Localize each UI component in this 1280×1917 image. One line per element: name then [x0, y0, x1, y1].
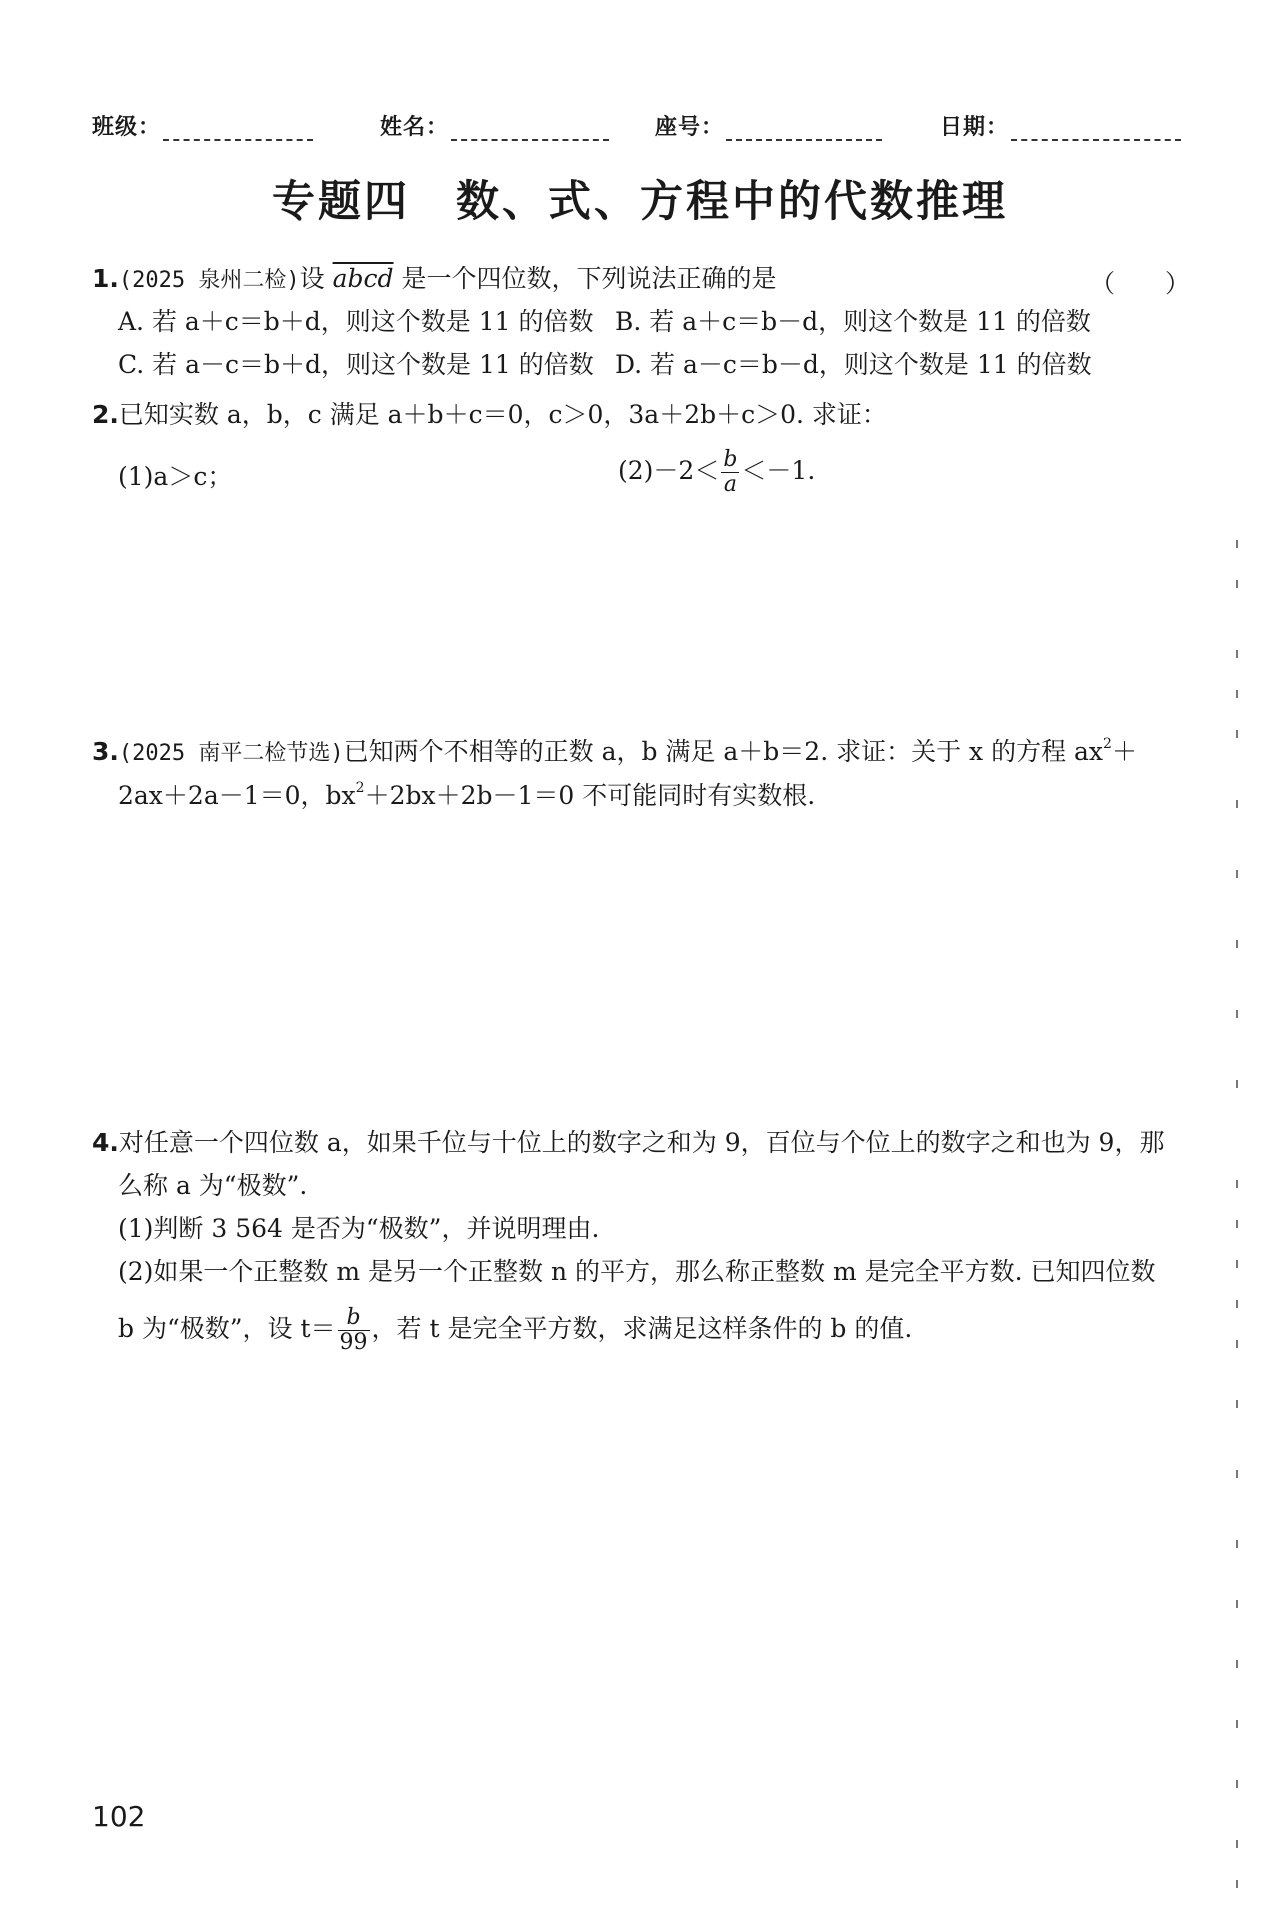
date-label: 日期：	[940, 115, 1010, 140]
q1-number: 1.	[92, 264, 119, 293]
q1-stem-post: 是一个四位数，下列说法正确的是	[401, 264, 777, 293]
q3-number: 3.	[92, 737, 119, 766]
edge-mark	[1236, 1010, 1238, 1018]
edge-mark	[1236, 1300, 1238, 1308]
edge-mark	[1236, 1180, 1238, 1188]
q4-line1-text: 对任意一个四位数 a，如果千位与十位上的数字之和为 9，百位与个位上的数字之和也为 9，那	[118, 1128, 1165, 1157]
edge-mark	[1236, 1880, 1238, 1888]
binding-edge-marks	[1236, 540, 1240, 1890]
q3-line1	[92, 736, 1137, 767]
date-field	[940, 110, 1181, 141]
edge-mark	[1236, 1660, 1238, 1668]
date-blank[interactable]	[1011, 121, 1181, 141]
q1-number-abcd: abcd	[332, 264, 394, 293]
q3-line2-a: 2ax＋2a－1＝0，bx	[118, 781, 356, 810]
q2-number: 2.	[92, 400, 119, 429]
q2-fraction-den: a	[723, 472, 737, 498]
q1-option-b[interactable]: B. 若 a＋c＝b－d，则这个数是 11 的倍数	[615, 307, 1091, 336]
q1-option-d[interactable]: D. 若 a－c＝b－d，则这个数是 11 的倍数	[615, 350, 1092, 379]
page-number: 102	[92, 1800, 146, 1833]
q2-stem	[92, 400, 887, 430]
q3-line1-text: 已知两个不相等的正数 a，b 满足 a＋b＝2. 求证：关于 x 的方程 ax	[343, 737, 1104, 766]
edge-mark	[1236, 1470, 1238, 1478]
edge-mark	[1236, 800, 1238, 808]
edge-mark	[1236, 580, 1238, 588]
edge-mark	[1236, 1220, 1238, 1228]
q2-stem-text: 已知实数 a，b，c 满足 a＋b＋c＝0，c＞0，3a＋2b＋c＞0. 求证：	[118, 400, 887, 429]
q3-line2-sup: 2	[355, 780, 365, 796]
q4-line2: 么称 a 为“极数”.	[118, 1171, 308, 1200]
q3-line1-end: ＋	[1111, 737, 1137, 766]
q2-part2-pre: (2)－2＜	[618, 456, 720, 486]
name-field	[380, 110, 609, 141]
class-blank[interactable]	[163, 121, 313, 141]
q3-line2-b: ＋2bx＋2b－1＝0 不可能同时有实数根.	[364, 781, 816, 810]
seat-blank[interactable]	[726, 121, 882, 141]
edge-mark	[1236, 540, 1238, 548]
q2-fraction	[721, 448, 739, 497]
edge-mark	[1236, 1340, 1238, 1348]
name-blank[interactable]	[451, 121, 609, 141]
edge-mark	[1236, 1840, 1238, 1848]
q4-part1: (1)判断 3 564 是否为“极数”，并说明理由.	[118, 1214, 600, 1243]
q3-line2	[118, 780, 815, 811]
class-field	[92, 110, 313, 141]
edge-mark	[1236, 1540, 1238, 1548]
edge-mark	[1236, 1600, 1238, 1608]
seat-label: 座号：	[655, 115, 725, 140]
q1-answer-paren[interactable]: （ ）	[1090, 269, 1191, 298]
edge-mark	[1236, 1400, 1238, 1408]
q2-fraction-num: b	[723, 447, 738, 472]
q3-source: (2025 南平二检节选)	[118, 741, 344, 766]
q4-part2b-pre: b 为“极数”，设 t＝	[118, 1314, 336, 1344]
q4-part2b-post: ，若 t 是完全平方数，求满足这样条件的 b 的值.	[371, 1314, 913, 1344]
class-label: 班级：	[92, 115, 162, 140]
q4-fraction-num: b	[338, 1306, 370, 1331]
q2-part2-post: ＜－1.	[741, 456, 816, 486]
q1-source: (2025 泉州二检)	[118, 268, 300, 293]
edge-mark	[1236, 1780, 1238, 1788]
q2-part2	[618, 448, 815, 497]
q1-option-a[interactable]: A. 若 a＋c＝b＋d，则这个数是 11 的倍数	[118, 307, 594, 336]
edge-mark	[1236, 1720, 1238, 1728]
q4-fraction	[338, 1306, 370, 1355]
edge-mark	[1236, 870, 1238, 878]
q1-option-c[interactable]: C. 若 a－c＝b＋d，则这个数是 11 的倍数	[118, 350, 594, 379]
page-title: 专题四 数、式、方程中的代数推理	[272, 177, 1008, 227]
q4-number: 4.	[92, 1128, 119, 1157]
edge-mark	[1236, 940, 1238, 948]
q2-part1: (1)a＞c；	[118, 462, 233, 491]
edge-mark	[1236, 1080, 1238, 1088]
edge-mark	[1236, 730, 1238, 738]
edge-mark	[1236, 650, 1238, 658]
edge-mark	[1236, 690, 1238, 698]
q3-line1-sup: 2	[1103, 736, 1112, 752]
name-label: 姓名：	[380, 115, 450, 140]
seat-field	[655, 110, 882, 141]
q1-stem-pre: 设	[299, 264, 325, 293]
q1-stem	[92, 264, 776, 294]
q4-part2: (2)如果一个正整数 m 是另一个正整数 n 的平方，那么称正整数 m 是完全平方数. 已知四位数	[118, 1257, 1156, 1286]
q4-part2b	[118, 1306, 912, 1355]
edge-mark	[1236, 1260, 1238, 1268]
q4-fraction-den: 99	[339, 1330, 368, 1356]
q4-line1	[92, 1128, 1164, 1158]
